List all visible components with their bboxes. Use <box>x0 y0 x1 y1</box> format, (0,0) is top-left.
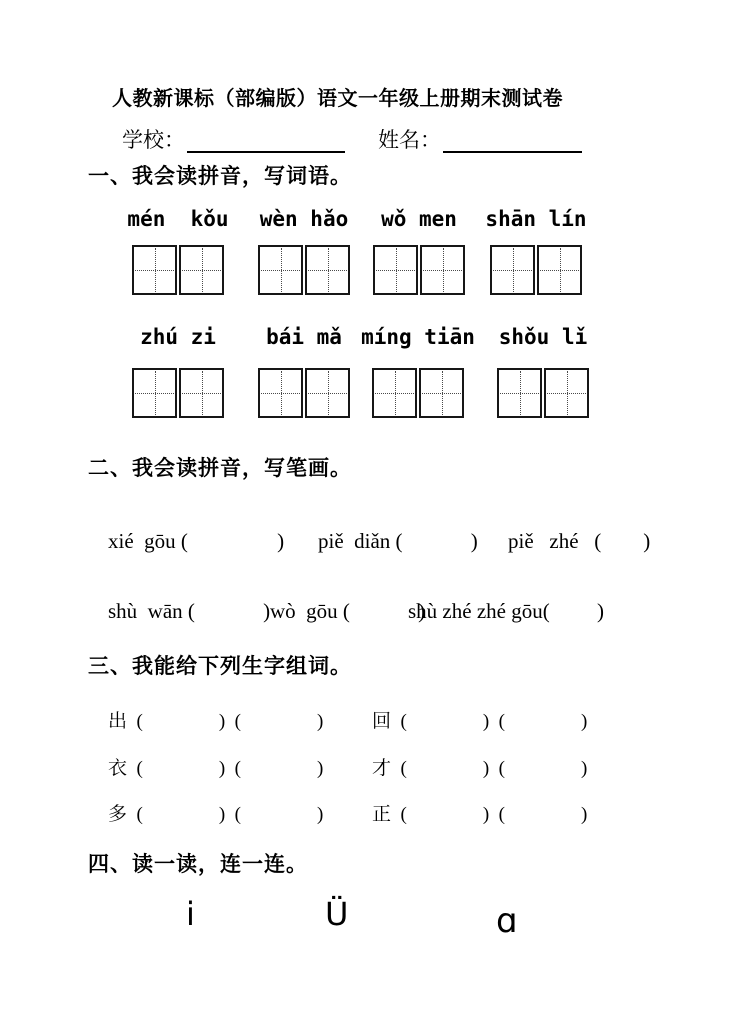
letter-a: ɑ <box>496 901 518 941</box>
tianzige-pair <box>482 368 604 418</box>
tianzige-box[interactable] <box>132 245 177 295</box>
pinyin-word: wèn hǎo <box>259 207 349 231</box>
tianzige-box[interactable] <box>420 245 465 295</box>
stroke-blank-item: xié gōu ( ) <box>108 529 285 553</box>
word-formation-item: 衣 ( ) ( ) <box>108 758 324 779</box>
tianzige-box[interactable] <box>305 245 350 295</box>
tianzige-box[interactable] <box>305 368 350 418</box>
tianzige-pair <box>358 245 480 295</box>
stroke-blank-item: wò gōu ( ) <box>270 599 426 623</box>
section-1-heading: 一、我会读拼音，写词语。 <box>88 165 352 188</box>
pinyin-word-group <box>117 204 239 295</box>
word-formation-item: 出 ( ) ( ) <box>108 711 324 732</box>
pinyin-word: zhú zi <box>140 325 216 349</box>
word-formation-item: 回 ( ) ( ) <box>372 711 588 732</box>
letter-u-umlaut: Ü <box>325 895 349 933</box>
tianzige-pair <box>117 368 239 418</box>
tianzige-box[interactable] <box>544 368 589 418</box>
pinyin-word-group <box>117 322 239 418</box>
pinyin-word: míng tiān <box>361 325 475 349</box>
pinyin-word-group <box>358 204 480 295</box>
tianzige-box[interactable] <box>537 245 582 295</box>
stroke-blank-item: piě zhé ( ) <box>508 529 651 553</box>
tianzige-box[interactable] <box>497 368 542 418</box>
letter-i: i <box>186 895 195 933</box>
tianzige-pair <box>475 245 597 295</box>
word-formation-item: 正 ( ) ( ) <box>372 804 588 825</box>
word-formation-item: 才 ( ) ( ) <box>372 758 588 779</box>
tianzige-pair <box>243 368 365 418</box>
word-formation-item: 多 ( ) ( ) <box>108 804 324 825</box>
pinyin-word-group <box>243 204 365 295</box>
page-title: 人教新课标（部编版）语文一年级上册期末测试卷 <box>112 88 563 110</box>
tianzige-box[interactable] <box>132 368 177 418</box>
tianzige-box[interactable] <box>179 245 224 295</box>
pinyin-word: bái mǎ <box>266 325 342 349</box>
tianzige-box[interactable] <box>179 368 224 418</box>
tianzige-box[interactable] <box>258 245 303 295</box>
pinyin-word: shǒu lǐ <box>498 325 588 349</box>
school-label: 学校： <box>122 129 185 152</box>
tianzige-box[interactable] <box>373 245 418 295</box>
pinyin-word: mén kǒu <box>127 207 229 231</box>
tianzige-box[interactable] <box>372 368 417 418</box>
tianzige-pair <box>243 245 365 295</box>
pinyin-word: wǒ men <box>381 207 457 231</box>
pinyin-word-group <box>475 204 597 295</box>
tianzige-pair <box>117 245 239 295</box>
stroke-blank-item: piě diǎn ( ) <box>318 529 478 553</box>
pinyin-word-group <box>357 322 479 418</box>
tianzige-box[interactable] <box>419 368 464 418</box>
school-blank-line[interactable] <box>187 129 345 153</box>
pinyin-word: shān lín <box>485 207 587 231</box>
pinyin-word-group <box>243 322 365 418</box>
name-blank-line[interactable] <box>443 129 582 153</box>
section-3-heading: 三、我能给下列生字组词。 <box>88 655 352 678</box>
tianzige-box[interactable] <box>258 368 303 418</box>
name-label: 姓名： <box>378 129 441 152</box>
tianzige-box[interactable] <box>490 245 535 295</box>
tianzige-pair <box>357 368 479 418</box>
stroke-blank-item: shù wān ( ) <box>108 599 271 623</box>
section-2-heading: 二、我会读拼音，写笔画。 <box>88 457 352 480</box>
section-4-heading: 四、读一读，连一连。 <box>88 853 308 876</box>
stroke-blank-item: shù zhé zhé gōu( ) <box>408 599 604 623</box>
pinyin-word-group <box>482 322 604 418</box>
